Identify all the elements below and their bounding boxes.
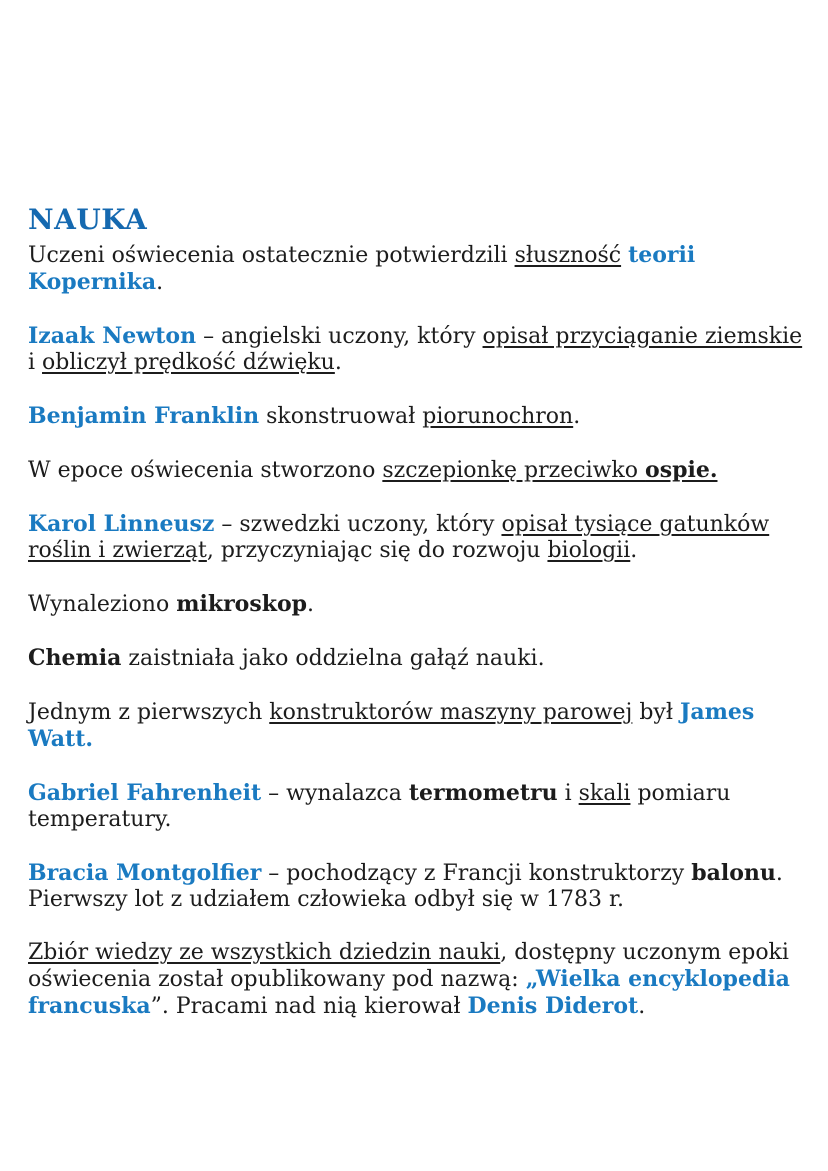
paragraph xyxy=(28,591,828,618)
text-segment: Pierwszy lot z udziałem człowieka odbył się w 1783 r. xyxy=(28,887,625,912)
text-line xyxy=(28,269,828,296)
text-segment: . xyxy=(630,538,638,563)
paragraph xyxy=(28,323,828,376)
paragraph xyxy=(28,940,828,1020)
text-segment: – szwedzki uczony, który xyxy=(214,512,502,537)
highlighted-name: Izaak Newton xyxy=(28,323,197,349)
highlighted-name: Kopernika xyxy=(28,269,157,295)
highlighted-name: Bracia Montgolfier xyxy=(28,860,262,886)
paragraph xyxy=(28,860,828,913)
text-segment: oświecenia został opublikowany pod nazwą: xyxy=(28,967,526,992)
bold-underlined-term: ospie. xyxy=(645,457,718,483)
underlined-term: obliczył prędkość dźwięku xyxy=(42,350,335,375)
text-segment: Uczeni oświecenia ostatecznie potwierdzili xyxy=(28,243,515,268)
text-line xyxy=(28,726,828,753)
paragraph xyxy=(28,780,828,833)
highlighted-name: Denis Diderot xyxy=(467,993,639,1019)
text-line xyxy=(28,887,828,913)
text-line xyxy=(28,511,828,538)
text-segment: skonstruował xyxy=(259,404,423,429)
underlined-term: konstruktorów maszyny parowej xyxy=(269,700,633,725)
highlighted-name: Karol Linneusz xyxy=(28,511,215,537)
paragraph xyxy=(28,511,828,564)
highlighted-name: James xyxy=(679,699,755,725)
bold-term: Chemia xyxy=(28,645,122,671)
text-segment: i xyxy=(557,781,579,806)
underlined-term: Zbiór wiedzy ze wszystkich dziedzin nauki xyxy=(28,940,501,965)
paragraph xyxy=(28,242,828,296)
text-line xyxy=(28,966,828,993)
text-line xyxy=(28,591,828,618)
text-line xyxy=(28,403,828,430)
text-segment: temperatury. xyxy=(28,807,172,832)
text-segment: . xyxy=(775,861,783,886)
underlined-term: szczepionkę przeciwko xyxy=(382,458,646,483)
text-line xyxy=(28,780,828,807)
highlighted-name: Watt. xyxy=(28,726,94,752)
highlighted-name: teorii xyxy=(628,242,696,268)
text-line xyxy=(28,350,828,376)
text-segment: pomiaru xyxy=(630,781,731,806)
underlined-term: skali xyxy=(578,781,631,806)
text-segment: . xyxy=(638,994,646,1019)
text-segment: – angielski uczony, który xyxy=(196,324,483,349)
underlined-term: biologii xyxy=(547,538,631,563)
underlined-term: słuszność xyxy=(514,243,622,268)
text-line xyxy=(28,242,828,269)
text-segment: . xyxy=(307,592,315,617)
highlighted-name: Benjamin Franklin xyxy=(28,403,260,429)
text-line xyxy=(28,457,828,484)
text-line xyxy=(28,645,828,672)
section-heading: NAUKA xyxy=(28,203,148,236)
text-segment: i xyxy=(28,350,43,375)
text-segment: . xyxy=(334,350,342,375)
paragraph xyxy=(28,457,828,484)
text-segment: Jednym z pierwszych xyxy=(28,700,270,725)
underlined-term: piorunochron xyxy=(422,404,574,429)
highlighted-name: francuska xyxy=(28,993,151,1019)
document-body xyxy=(28,242,828,1020)
paragraph xyxy=(28,645,828,672)
text-line xyxy=(28,699,828,726)
text-segment: . xyxy=(156,270,164,295)
text-line xyxy=(28,538,828,564)
text-line xyxy=(28,993,828,1020)
underlined-term: opisał przyciąganie ziemskie xyxy=(482,324,803,349)
text-segment: W epoce oświecenia stworzono xyxy=(28,458,383,483)
text-segment: Wynaleziono xyxy=(28,592,177,617)
underlined-term: roślin i zwierząt xyxy=(28,538,207,563)
paragraph xyxy=(28,403,828,430)
text-segment: ”. Pracami nad nią kierował xyxy=(150,994,468,1019)
underlined-term: opisał tysiące gatunków xyxy=(501,512,770,537)
text-segment: był xyxy=(632,700,680,725)
bold-term: mikroskop xyxy=(176,591,308,617)
text-line xyxy=(28,807,828,833)
highlighted-name: „Wielka encyklopedia xyxy=(525,966,790,992)
text-segment: , przyczyniając się do rozwoju xyxy=(206,538,548,563)
text-segment: – wynalazca xyxy=(261,781,409,806)
text-line xyxy=(28,860,828,887)
text-segment: , dostępny uczonym epoki xyxy=(500,940,789,965)
text-line xyxy=(28,323,828,350)
bold-term: balonu xyxy=(691,860,776,886)
text-segment: . xyxy=(573,404,581,429)
highlighted-name: Gabriel Fahrenheit xyxy=(28,780,262,806)
text-segment: zaistniała jako oddzielna gałąź nauki. xyxy=(121,646,545,671)
bold-term: termometru xyxy=(408,780,558,806)
paragraph xyxy=(28,699,828,753)
text-segment: – pochodzący z Francji konstruktorzy xyxy=(261,861,692,886)
text-line xyxy=(28,940,828,966)
